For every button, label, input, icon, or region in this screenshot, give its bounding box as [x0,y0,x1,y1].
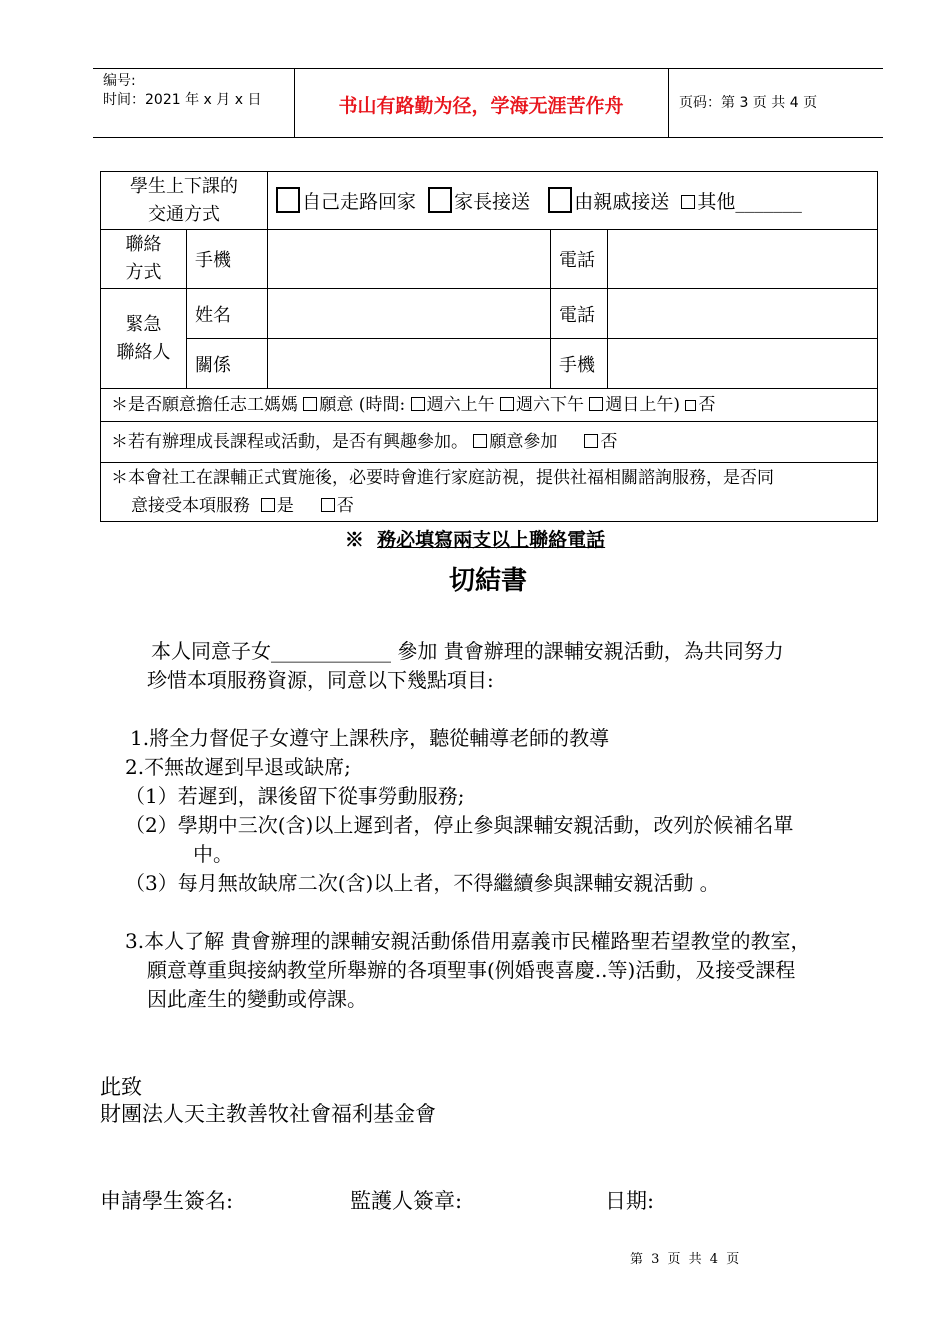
item-2: 2.不無故遲到早退或缺席; [125,755,351,779]
phone-field[interactable] [608,230,878,289]
notice-text: 務必填寫兩支以上聯絡電話 [377,529,606,551]
checkbox[interactable] [411,397,425,411]
name-label: 姓名 [187,289,268,339]
intro-line-2: 珍惜本項服務資源，同意以下幾點項目: [147,668,494,692]
intro-line-1: 本人同意子女____________ 參加 貴會辦理的課輔安親活動，為共同努力 [151,639,784,663]
emergency-label: 緊急 聯絡人 [101,289,187,389]
option-label: 其他_______ [697,191,802,213]
header-divider [668,69,669,137]
checkbox[interactable] [548,187,572,213]
table-row [101,463,878,522]
date-label: 日期: [605,1189,655,1213]
closing-to: 此致 [100,1075,142,1099]
notice [0,525,950,552]
relation-field[interactable] [268,339,551,389]
relation-label: 關係 [187,339,268,389]
header-page-label: 页码：第 3 页 共 4 页 [679,95,818,111]
notice-mark: ※ [344,529,364,551]
item-1: 1.將全力督促子女遵守上課秩序，聽從輔導老師的教導 [130,726,610,750]
mobile-field[interactable] [608,339,878,389]
option-label: 自己走路回家 [302,191,417,213]
checkbox[interactable] [303,397,317,411]
checkbox[interactable] [584,434,598,448]
visit-question: ＊本會社工在課輔正式實施後，必要時會進行家庭訪視，提供社福相關諮詢服務，是否同 意接受本項服務 是 否 [101,463,878,522]
checkbox[interactable] [428,187,452,213]
checkbox[interactable] [276,187,300,213]
header-motto: 书山有路勤为径，学海无涯苦作舟 [338,95,624,117]
checkbox[interactable] [261,498,275,512]
phone-label: 電話 [551,289,608,339]
page-header [93,68,883,138]
checkbox[interactable] [685,400,696,411]
page-number: 第 3 页 共 4 页 [630,1252,742,1267]
mobile-field[interactable] [268,230,551,289]
header-meta [103,72,261,110]
item-2-2: （2）學期中三次(含)以上遲到者，停止參與課輔安親活動，改列於候補名單 [125,813,794,837]
contact-label: 聯絡 方式 [101,230,187,289]
table-row [101,389,878,422]
table-row [101,289,878,339]
code-label: 编号: [103,73,136,89]
item-2-1: （1）若遲到，課後留下從事勞動服務; [125,784,465,808]
time-label: 时间：2021 年 x 月 x 日 [103,92,262,108]
volunteer-question: ＊是否願意擔任志工媽媽 願意 (時間: 週六上午 週六下午 週日上午) 否 [101,389,878,422]
transport-options [268,172,878,230]
checkbox[interactable] [681,195,695,209]
name-field[interactable] [268,289,551,339]
checkbox[interactable] [589,397,603,411]
phone-field[interactable] [608,289,878,339]
option-label: 家長接送 [454,191,531,213]
table-row [101,422,878,463]
closing-org: 財團法人天主教善牧社會福利基金會 [100,1102,436,1126]
item-2-3: （3）每月無故缺席二次(含)以上者，不得繼續參與課輔安親活動 。 [125,871,720,895]
table-row [101,172,878,230]
transport-label: 學生上下課的 交通方式 [101,172,268,230]
student-signature-label: 申請學生簽名: [100,1189,234,1213]
item-3-cont: 願意尊重與接納教堂所舉辦的各項聖事(例婚喪喜慶..等)活動，及接受課程 [147,958,796,982]
mobile-label: 手機 [551,339,608,389]
growth-question: ＊若有辦理成長課程或活動，是否有興趣參加。 願意參加 否 [101,422,878,463]
checkbox[interactable] [500,397,514,411]
phone-label: 電話 [551,230,608,289]
checkbox[interactable] [473,434,487,448]
page-title: 切結書 [448,566,527,596]
mobile-label: 手機 [187,230,268,289]
table-row [101,339,878,389]
item-3-cont: 因此產生的變動或停課。 [147,987,367,1011]
item-2-2-cont: 中。 [193,842,233,866]
guardian-signature-label: 監護人簽章: [350,1189,463,1213]
checkbox[interactable] [321,498,335,512]
item-3: 3.本人了解 貴會辦理的課輔安親活動係借用嘉義市民權路聖若望教堂的教室， [125,929,811,953]
table-row [101,230,878,289]
option-label: 由親戚接送 [574,191,670,213]
registration-table [100,171,878,522]
